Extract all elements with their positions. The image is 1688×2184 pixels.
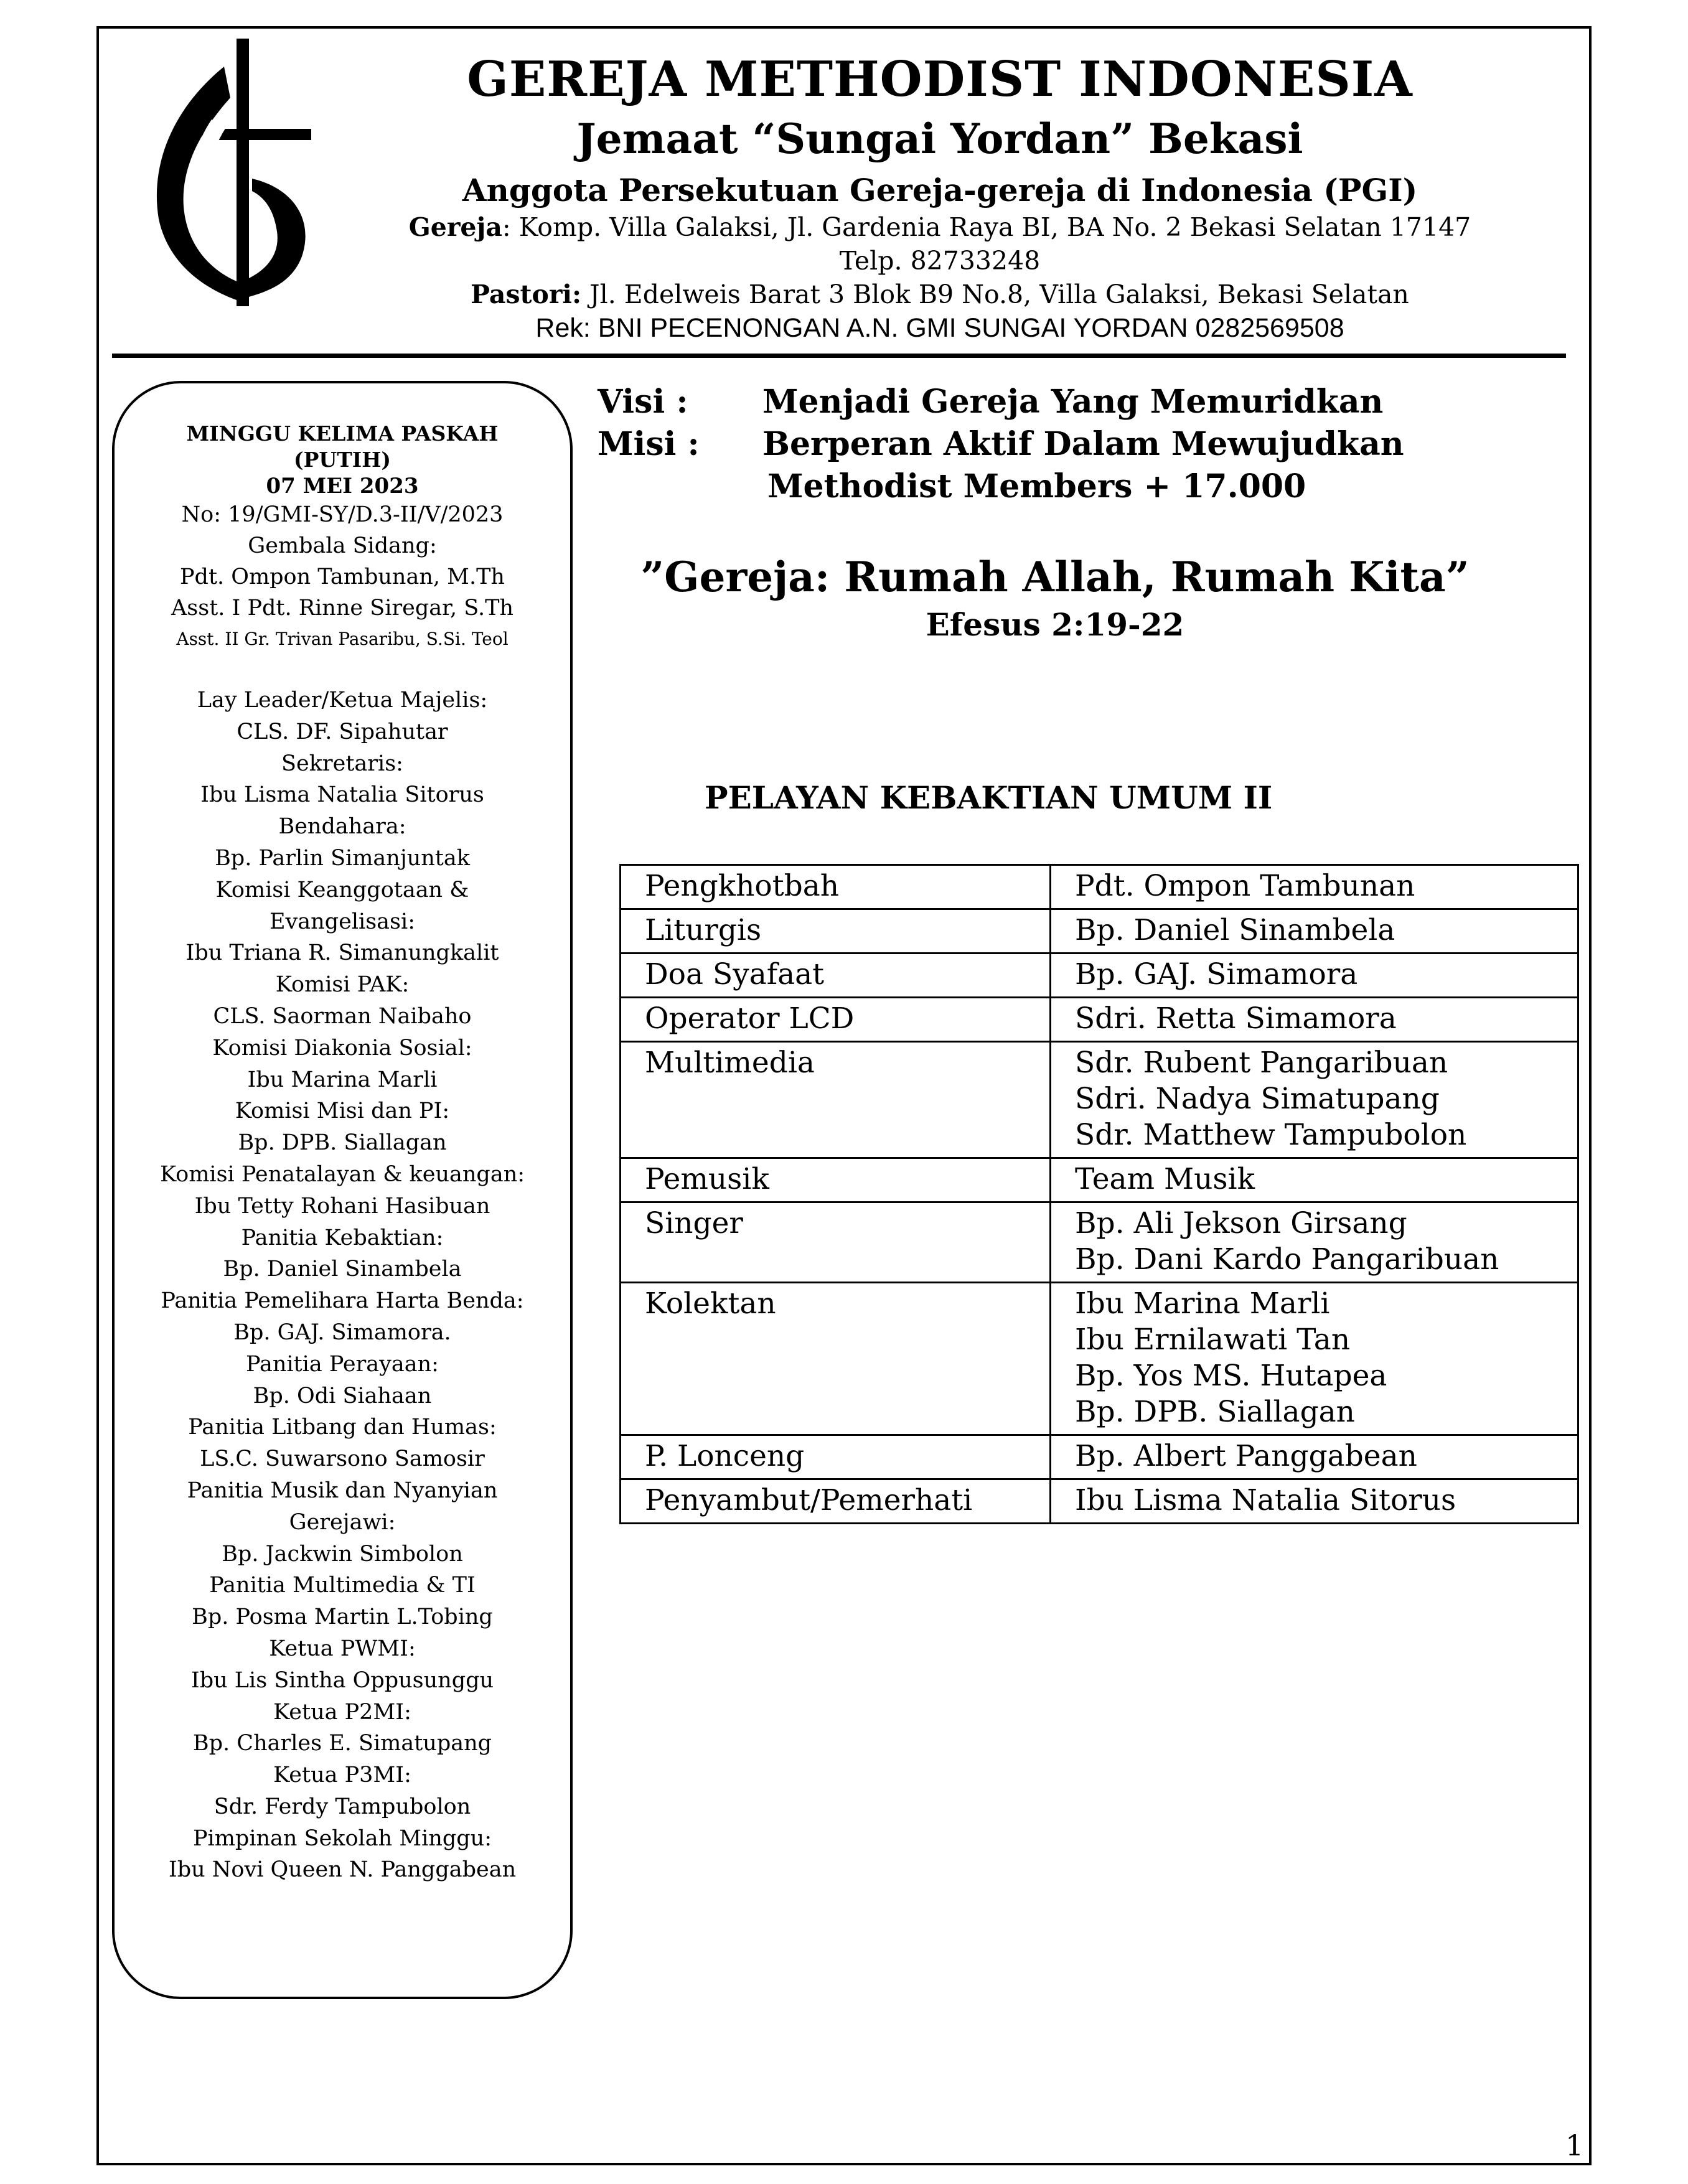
list-item: Komisi Diakonia Sosial: <box>212 1035 472 1061</box>
list-item: Ibu Marina Marli <box>247 1067 438 1092</box>
list-item: Ibu Tetty Rohani Hasibuan <box>194 1193 490 1219</box>
names-cell <box>1051 998 1578 1042</box>
person-name: Ibu Marina Marli <box>1075 1286 1330 1321</box>
parsonage-address <box>349 278 1531 311</box>
mission-row <box>598 423 1514 466</box>
table-row <box>621 998 1578 1042</box>
list-item: Ibu Lis Sintha Oppusunggu <box>190 1667 494 1693</box>
names-cell <box>1051 865 1578 909</box>
role-cell: Pengkhotbah <box>621 865 1051 909</box>
vision-row <box>598 381 1514 423</box>
mission-text-line2: Methodist Members + 17.000 <box>767 467 1306 505</box>
list-item: Sdr. Ferdy Tampubolon <box>213 1794 471 1819</box>
sidebar-assistant-1: Asst. I Pdt. Rinne Siregar, S.Th <box>171 596 513 621</box>
role-cell: Pemusik <box>621 1158 1051 1202</box>
sidebar-officials-list <box>115 685 570 1886</box>
list-item: Panitia Kebaktian: <box>241 1225 444 1250</box>
sidebar-number: No: 19/GMI-SY/D.3-II/V/2023 <box>181 502 504 527</box>
person-name: Sdr. Rubent Pangaribuan <box>1075 1046 1448 1080</box>
list-item: Bp. Parlin Simanjuntak <box>215 845 470 871</box>
person-name: Pdt. Ompon Tambunan <box>1075 869 1415 903</box>
sidebar-pastor-label: Gembala Sidang: <box>248 533 437 558</box>
person-name: Bp. DPB. Siallagan <box>1075 1395 1355 1429</box>
list-item: Evangelisasi: <box>269 909 415 934</box>
list-item: Komisi Keanggotaan & <box>215 877 469 902</box>
page-number: 1 <box>1565 2129 1584 2162</box>
list-item: Bp. Charles E. Simatupang <box>192 1731 492 1756</box>
names-cell <box>1051 1202 1578 1283</box>
mission-row-2 <box>598 466 1514 508</box>
table-row <box>621 865 1578 909</box>
list-item: Ketua P3MI: <box>273 1763 411 1788</box>
person-name: Sdri. Retta Simamora <box>1075 1001 1397 1036</box>
list-item: Panitia Perayaan: <box>246 1351 439 1377</box>
service-roster-table <box>619 864 1579 1524</box>
letterhead <box>349 50 1531 345</box>
list-item: Komisi Misi dan PI: <box>235 1099 450 1124</box>
list-item: Pimpinan Sekolah Minggu: <box>192 1825 492 1851</box>
role-cell: Multimedia <box>621 1042 1051 1158</box>
parsonage-label: Pastori: <box>471 279 582 309</box>
list-item: Ketua P2MI: <box>273 1699 411 1725</box>
list-item: Bp. GAJ. Simamora. <box>233 1319 451 1345</box>
person-name: Team Musik <box>1075 1162 1255 1196</box>
mission-spacer <box>598 466 762 508</box>
theme-title: ”Gereja: Rumah Allah, Rumah Kita” <box>640 553 1470 601</box>
cross-flame-logo-icon <box>149 39 355 331</box>
vision-text: Menjadi Gereja Yang Memuridkan <box>762 383 1384 421</box>
names-cell <box>1051 1479 1578 1524</box>
person-name: Bp. Ali Jekson Girsang <box>1075 1206 1407 1240</box>
list-item: Ibu Triana R. Simanungkalit <box>185 940 499 966</box>
sermon-theme <box>598 549 1512 645</box>
list-item: Sekretaris: <box>281 751 403 776</box>
list-item: LS.C. Suwarsono Samosir <box>200 1446 485 1472</box>
person-name: Bp. Albert Panggabean <box>1075 1439 1417 1473</box>
names-cell <box>1051 1158 1578 1202</box>
sidebar-occasion: MINGGU KELIMA PASKAH <box>186 421 499 446</box>
parsonage-text: Jl. Edelweis Barat 3 Blok B9 No.8, Villa Galaksi, Bekasi Selatan <box>581 279 1409 309</box>
list-item: Bp. DPB. Siallagan <box>238 1130 447 1156</box>
mission-label: Misi : <box>598 425 700 463</box>
names-cell <box>1051 909 1578 954</box>
table-row <box>621 1435 1578 1479</box>
role-cell: Kolektan <box>621 1283 1051 1435</box>
person-name: Bp. Yos MS. Hutapea <box>1075 1359 1387 1393</box>
church-address-label: Gereja <box>408 212 502 242</box>
list-item: Panitia Musik dan Nyanyian <box>187 1478 498 1503</box>
person-name: Sdr. Matthew Tampubolon <box>1075 1118 1467 1152</box>
names-cell <box>1051 1435 1578 1479</box>
phone-line: Telp. 82733248 <box>839 246 1041 276</box>
table-row <box>621 1042 1578 1158</box>
role-cell: Singer <box>621 1202 1051 1283</box>
list-item: Bp. Posma Martin L.Tobing <box>192 1605 493 1630</box>
list-item: Ibu Novi Queen N. Panggabean <box>168 1857 517 1883</box>
church-address-text: : Komp. Villa Galaksi, Jl. Gardenia Raya BI, BA No. 2 Bekasi Selatan 17147 <box>502 212 1471 242</box>
theme-reference: Efesus 2:19-22 <box>926 606 1184 643</box>
sidebar-date: 07 MEI 2023 <box>266 474 419 499</box>
person-name: Bp. GAJ. Simamora <box>1075 957 1358 991</box>
table-row <box>621 909 1578 954</box>
church-address <box>349 210 1531 244</box>
person-name: Bp. Dani Kardo Pangaribuan <box>1075 1242 1499 1277</box>
person-name: Ibu Ernilawati Tan <box>1075 1323 1351 1357</box>
role-cell: P. Lonceng <box>621 1435 1051 1479</box>
list-item: Ibu Lisma Natalia Sitorus <box>200 782 484 808</box>
vision-mission <box>598 381 1514 508</box>
bank-account: Rek: BNI PECENONGAN A.N. GMI SUNGAI YORDAN 0282569508 <box>535 313 1344 343</box>
person-name: Bp. Daniel Sinambela <box>1075 913 1395 947</box>
role-cell: Penyambut/Pemerhati <box>621 1479 1051 1524</box>
list-item: Ketua PWMI: <box>269 1636 416 1661</box>
list-item: Bp. Jackwin Simbolon <box>222 1541 463 1567</box>
names-cell <box>1051 1042 1578 1158</box>
role-cell: Doa Syafaat <box>621 954 1051 998</box>
list-item: Bendahara: <box>278 814 406 840</box>
list-item: Bp. Daniel Sinambela <box>223 1257 462 1282</box>
sidebar-officials <box>112 381 573 1999</box>
table-row <box>621 1479 1578 1524</box>
table-row <box>621 1158 1578 1202</box>
table-row <box>621 954 1578 998</box>
list-item: Panitia Pemelihara Harta Benda: <box>161 1288 524 1314</box>
role-cell: Liturgis <box>621 909 1051 954</box>
role-cell: Operator LCD <box>621 998 1051 1042</box>
list-item: Lay Leader/Ketua Majelis: <box>197 688 488 713</box>
list-item: CLS. Saorman Naibaho <box>213 1003 472 1029</box>
list-item: Panitia Litbang dan Humas: <box>188 1415 497 1440</box>
header-divider <box>112 354 1566 358</box>
sidebar-assistant-2: Asst. II Gr. Trivan Pasaribu, S.Si. Teol <box>176 629 509 649</box>
names-cell <box>1051 954 1578 998</box>
list-item: Komisi PAK: <box>275 972 410 998</box>
list-item: Bp. Odi Siahaan <box>253 1383 432 1408</box>
congregation-name: Jemaat “Sungai Yordan” Bekasi <box>576 115 1303 163</box>
list-item: Gerejawi: <box>289 1509 396 1535</box>
person-name: Sdri. Nadya Simatupang <box>1075 1082 1440 1116</box>
church-name: GEREJA METHODIST INDONESIA <box>467 51 1413 108</box>
service-table-title: PELAYAN KEBAKTIAN UMUM II <box>705 779 1273 816</box>
membership-line: Anggota Persekutuan Gereja-gereja di Indonesia (PGI) <box>462 172 1418 209</box>
sidebar-pastor: Pdt. Ompon Tambunan, M.Th <box>180 565 505 589</box>
vision-label: Visi : <box>598 383 688 421</box>
table-row <box>621 1283 1578 1435</box>
table-row <box>621 1202 1578 1283</box>
person-name: Ibu Lisma Natalia Sitorus <box>1075 1483 1456 1517</box>
list-item: Panitia Multimedia & TI <box>209 1573 476 1598</box>
mission-text-line1: Berperan Aktif Dalam Mewujudkan <box>762 425 1404 463</box>
list-item: Komisi Penatalayan & keuangan: <box>159 1161 525 1187</box>
sidebar-liturgical-color: (PUTIH) <box>294 448 391 472</box>
list-item: CLS. DF. Sipahutar <box>237 719 448 744</box>
names-cell <box>1051 1283 1578 1435</box>
